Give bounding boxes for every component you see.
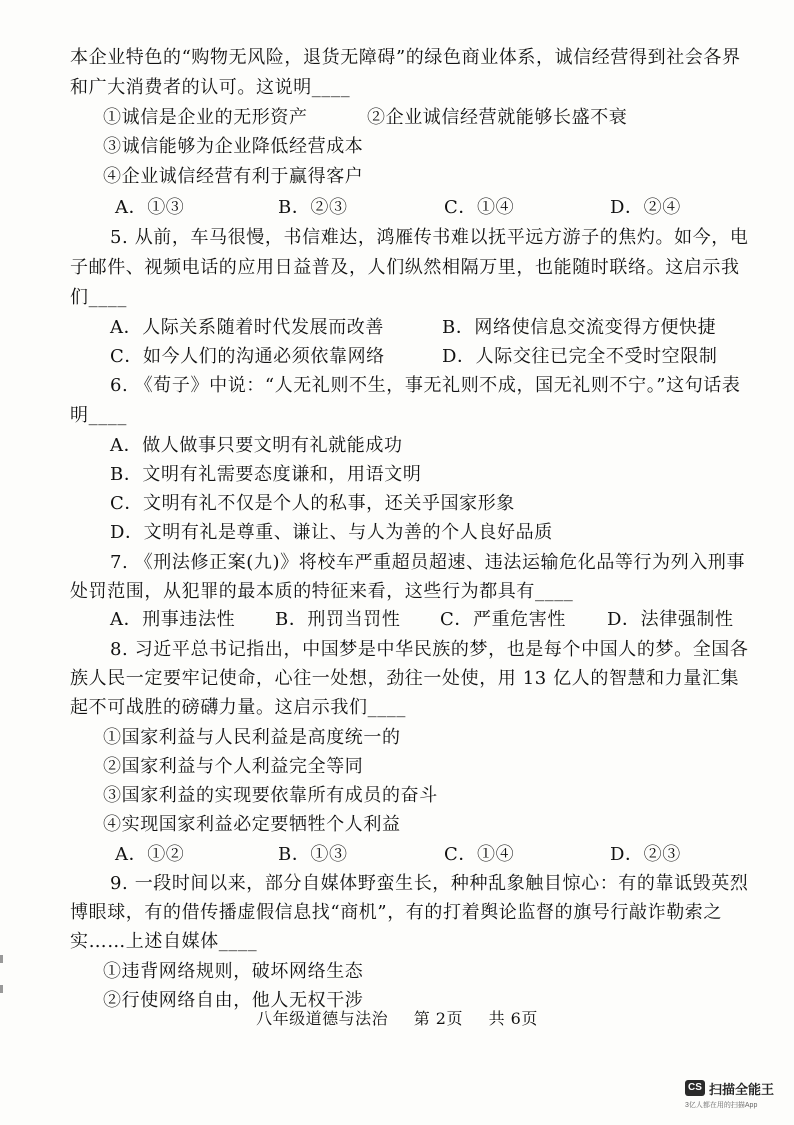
q7-stem-line-2: 处罚范围，从犯罪的最本质的特征来看，这些行为都具有____ [70, 581, 574, 602]
q4-stem-line-2: 和广大消费者的认可。这说明____ [70, 77, 351, 98]
q4-option-b[interactable]: B．②③ [278, 197, 348, 218]
q6-option-a[interactable]: A．做人做事只要文明有礼就能成功 [110, 435, 403, 456]
q8-option-c[interactable]: C．①④ [444, 844, 515, 865]
q6-option-d[interactable]: D．文明有礼是尊重、谦让、与人为善的个人良好品质 [110, 522, 553, 543]
scan-edge-mark [0, 955, 3, 963]
q4-stem-line-1: 本企业特色的“购物无风险，退货无障碍”的绿色商业体系，诚信经营得到社会各界 [70, 47, 741, 68]
q6-stem-line-1: 6. 《荀子》中说：“人无礼则不生，事无礼则不成，国无礼则不宁。”这句话表 [110, 375, 741, 396]
q4-options [0, 196, 794, 220]
q5-option-d[interactable]: D．人际交往已完全不受时空限制 [442, 346, 718, 367]
q4-statement-2: ②企业诚信经营就能够长盛不衰 [367, 107, 628, 128]
watermark-title: 扫描全能王 [709, 1082, 775, 1097]
q9-stem-line-3: 实……上述自媒体____ [70, 931, 258, 952]
q4-option-c[interactable]: C．①④ [444, 197, 515, 218]
footer-subject: 八年级道德与法治 [256, 1009, 389, 1028]
q5-option-a[interactable]: A．人际关系随着时代发展而改善 [110, 317, 384, 338]
q5-stem-line-2: 子邮件、视频电话的应用日益普及，人们纵然相隔万里，也能随时联络。这启示我 [70, 257, 740, 278]
q8-statement-1: ①国家利益与人民利益是高度统一的 [103, 727, 401, 748]
q6-option-b[interactable]: B．文明有礼需要态度谦和，用语文明 [110, 464, 422, 485]
scanner-watermark [685, 1078, 785, 1114]
camscanner-logo-icon: CS [685, 1080, 705, 1096]
q6-stem-line-2: 明____ [70, 405, 127, 426]
scan-edge-mark [0, 985, 3, 993]
q9-stem-line-2: 博眼球，有的借传播虚假信息找“商机”，有的打着舆论监督的旗号行敲诈勒索之 [70, 902, 723, 923]
q8-statement-4: ④实现国家利益必定要牺牲个人利益 [103, 814, 401, 835]
q8-statement-3: ③国家利益的实现要依靠所有成员的奋斗 [103, 785, 438, 806]
q4-statement-3: ③诚信能够为企业降低经营成本 [103, 136, 364, 157]
q8-option-b[interactable]: B．①③ [278, 844, 348, 865]
q6-option-c[interactable]: C．文明有礼不仅是个人的私事，还关乎国家形象 [110, 493, 515, 514]
q8-options [0, 843, 794, 867]
q8-statement-2: ②国家利益与个人利益完全等同 [103, 756, 364, 777]
q5-stem-line-3: 们____ [70, 287, 127, 308]
footer-total-pages: 共 6页 [488, 1009, 538, 1028]
q4-option-d[interactable]: D．②④ [610, 197, 681, 218]
q5-options-row-1 [0, 316, 794, 340]
q9-statement-1: ①违背网络规则，破坏网络生态 [103, 961, 364, 982]
q8-stem-line-1: 8. 习近平总书记指出，中国梦是中华民族的梦，也是每个中国人的梦。全国各 [110, 639, 749, 660]
page-footer [0, 1008, 794, 1030]
q8-stem-line-3: 起不可战胜的磅礴力量。这启示我们____ [70, 697, 406, 718]
watermark-subtitle: 3亿人都在用的扫描App [685, 1102, 758, 1109]
q4-statement-1: ①诚信是企业的无形资产 [103, 107, 308, 128]
q5-stem-line-1: 5. 从前，车马很慢，书信难达，鸿雁传书难以抚平远方游子的焦灼。如今，电 [110, 227, 749, 248]
q8-stem-line-2: 族人民一定要牢记使命，心往一处想，劲往一处使，用 13 亿人的智慧和力量汇集 [70, 668, 740, 689]
q7-option-b[interactable]: B．刑罚当罚性 [275, 609, 401, 630]
q7-option-d[interactable]: D．法律强制性 [607, 609, 734, 630]
q9-statement-2: ②行使网络自由，他人无权干涉 [103, 990, 364, 1011]
q5-option-b[interactable]: B．网络使信息交流变得方便快捷 [442, 317, 717, 338]
q4-option-a[interactable]: A．①③ [115, 197, 185, 218]
footer-page-number: 第 2页 [413, 1009, 463, 1028]
q5-options-row-2 [0, 345, 794, 369]
q5-option-c[interactable]: C．如今人们的沟通必须依靠网络 [110, 346, 385, 367]
q8-option-d[interactable]: D．②③ [610, 844, 681, 865]
q7-stem-line-1: 7. 《刑法修正案(九)》将校车严重超员超速、违法运输危化品等行为列入刑事 [110, 552, 746, 573]
q7-options [0, 608, 794, 632]
q8-option-a[interactable]: A．①② [115, 844, 185, 865]
q4-statement-4: ④企业诚信经营有利于赢得客户 [103, 166, 364, 187]
q9-stem-line-1: 9. 一段时间以来，部分自媒体野蛮生长，种种乱象触目惊心：有的靠诋毁英烈 [110, 873, 749, 894]
q7-option-a[interactable]: A．刑事违法性 [110, 609, 236, 630]
q7-option-c[interactable]: C．严重危害性 [440, 609, 566, 630]
